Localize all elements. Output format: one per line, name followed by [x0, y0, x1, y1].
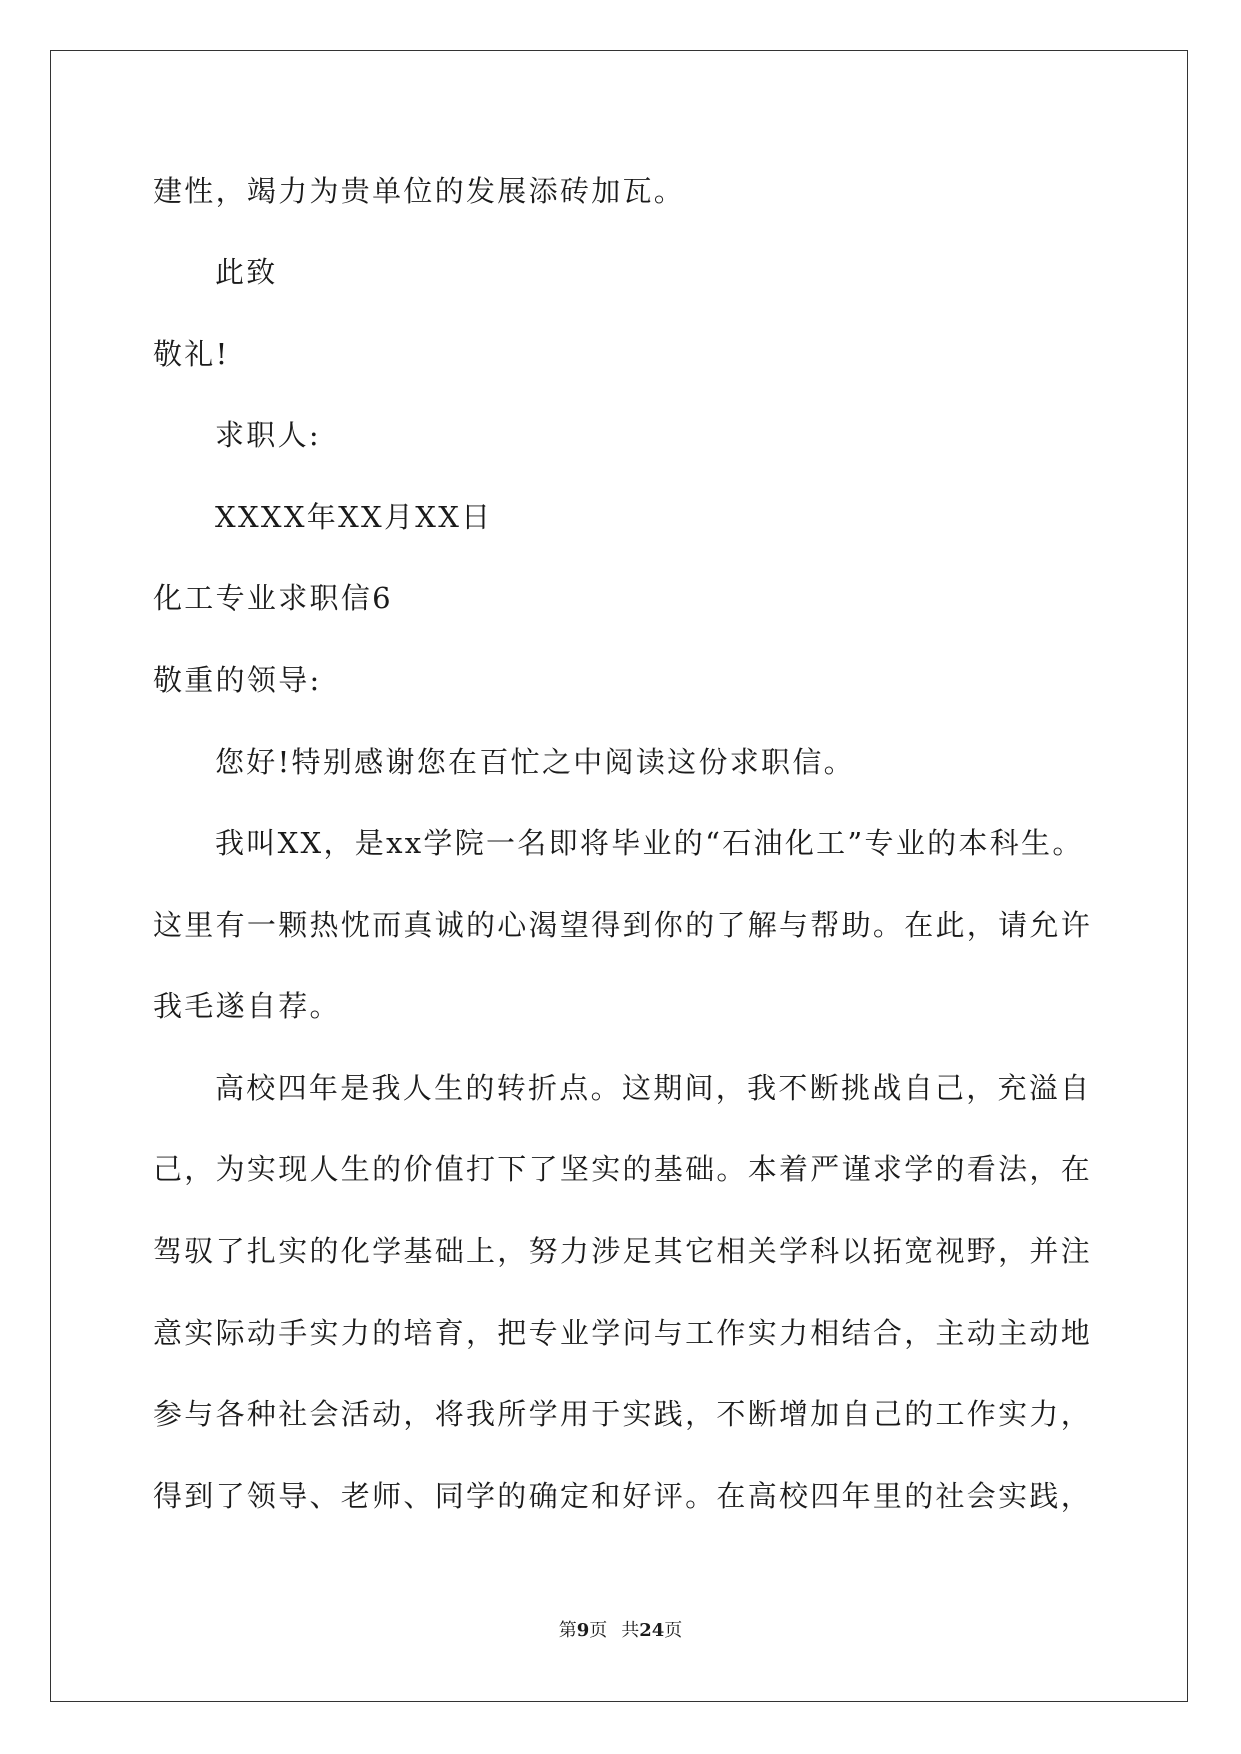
paragraph-line: 己，为实现人生的价值打下了坚实的基础。本着严谨求学的看法，在 [153, 1152, 1093, 1186]
page-number-unit: 页 [589, 1620, 608, 1641]
paragraph-line: 建性，竭力为贵单位的发展添砖加瓦。 [153, 174, 686, 208]
closing-regards: 敬礼! [153, 337, 230, 371]
section-title: 化工专业求职信6 [153, 581, 393, 615]
paragraph-line: 参与各种社会活动，将我所学用于实践，不断增加自己的工作实力， [153, 1397, 1093, 1431]
total-pages-unit: 页 [664, 1620, 683, 1641]
paragraph-line: 我毛遂自荐。 [153, 989, 341, 1023]
total-pages-prefix: 共 [621, 1620, 640, 1641]
closing-salutation: 此致 [215, 255, 278, 289]
paragraph-line: 意实际动手实力的培育，把专业学问与工作实力相结合，主动主动地 [153, 1316, 1093, 1350]
page-footer [0, 1616, 1241, 1642]
paragraph-line: 您好!特别感谢您在百忙之中阅读这份求职信。 [215, 745, 855, 779]
total-pages-number: 24 [639, 1620, 665, 1641]
paragraph-line: 我叫XX，是xx学院一名即将毕业的“石油化工”专业的本科生。 [215, 826, 1084, 860]
paragraph-line: 这里有一颗热忱而真诚的心渴望得到你的了解与帮助。在此，请允许 [153, 908, 1093, 942]
current-page-number: 9 [576, 1620, 590, 1641]
page-number-prefix: 第 [558, 1620, 577, 1641]
applicant-signature: 求职人: [215, 418, 321, 452]
paragraph-line: 驾驭了扎实的化学基础上，努力涉足其它相关学科以拓宽视野，并注 [153, 1234, 1093, 1268]
page-border [50, 50, 1188, 1702]
paragraph-line: 高校四年是我人生的转折点。这期间，我不断挑战自己，充溢自 [215, 1071, 1092, 1105]
letter-date: XXXX年XX月XX日 [215, 500, 493, 534]
paragraph-line: 得到了领导、老师、同学的确定和好评。在高校四年里的社会实践， [153, 1479, 1093, 1513]
letter-greeting: 敬重的领导: [153, 663, 322, 697]
